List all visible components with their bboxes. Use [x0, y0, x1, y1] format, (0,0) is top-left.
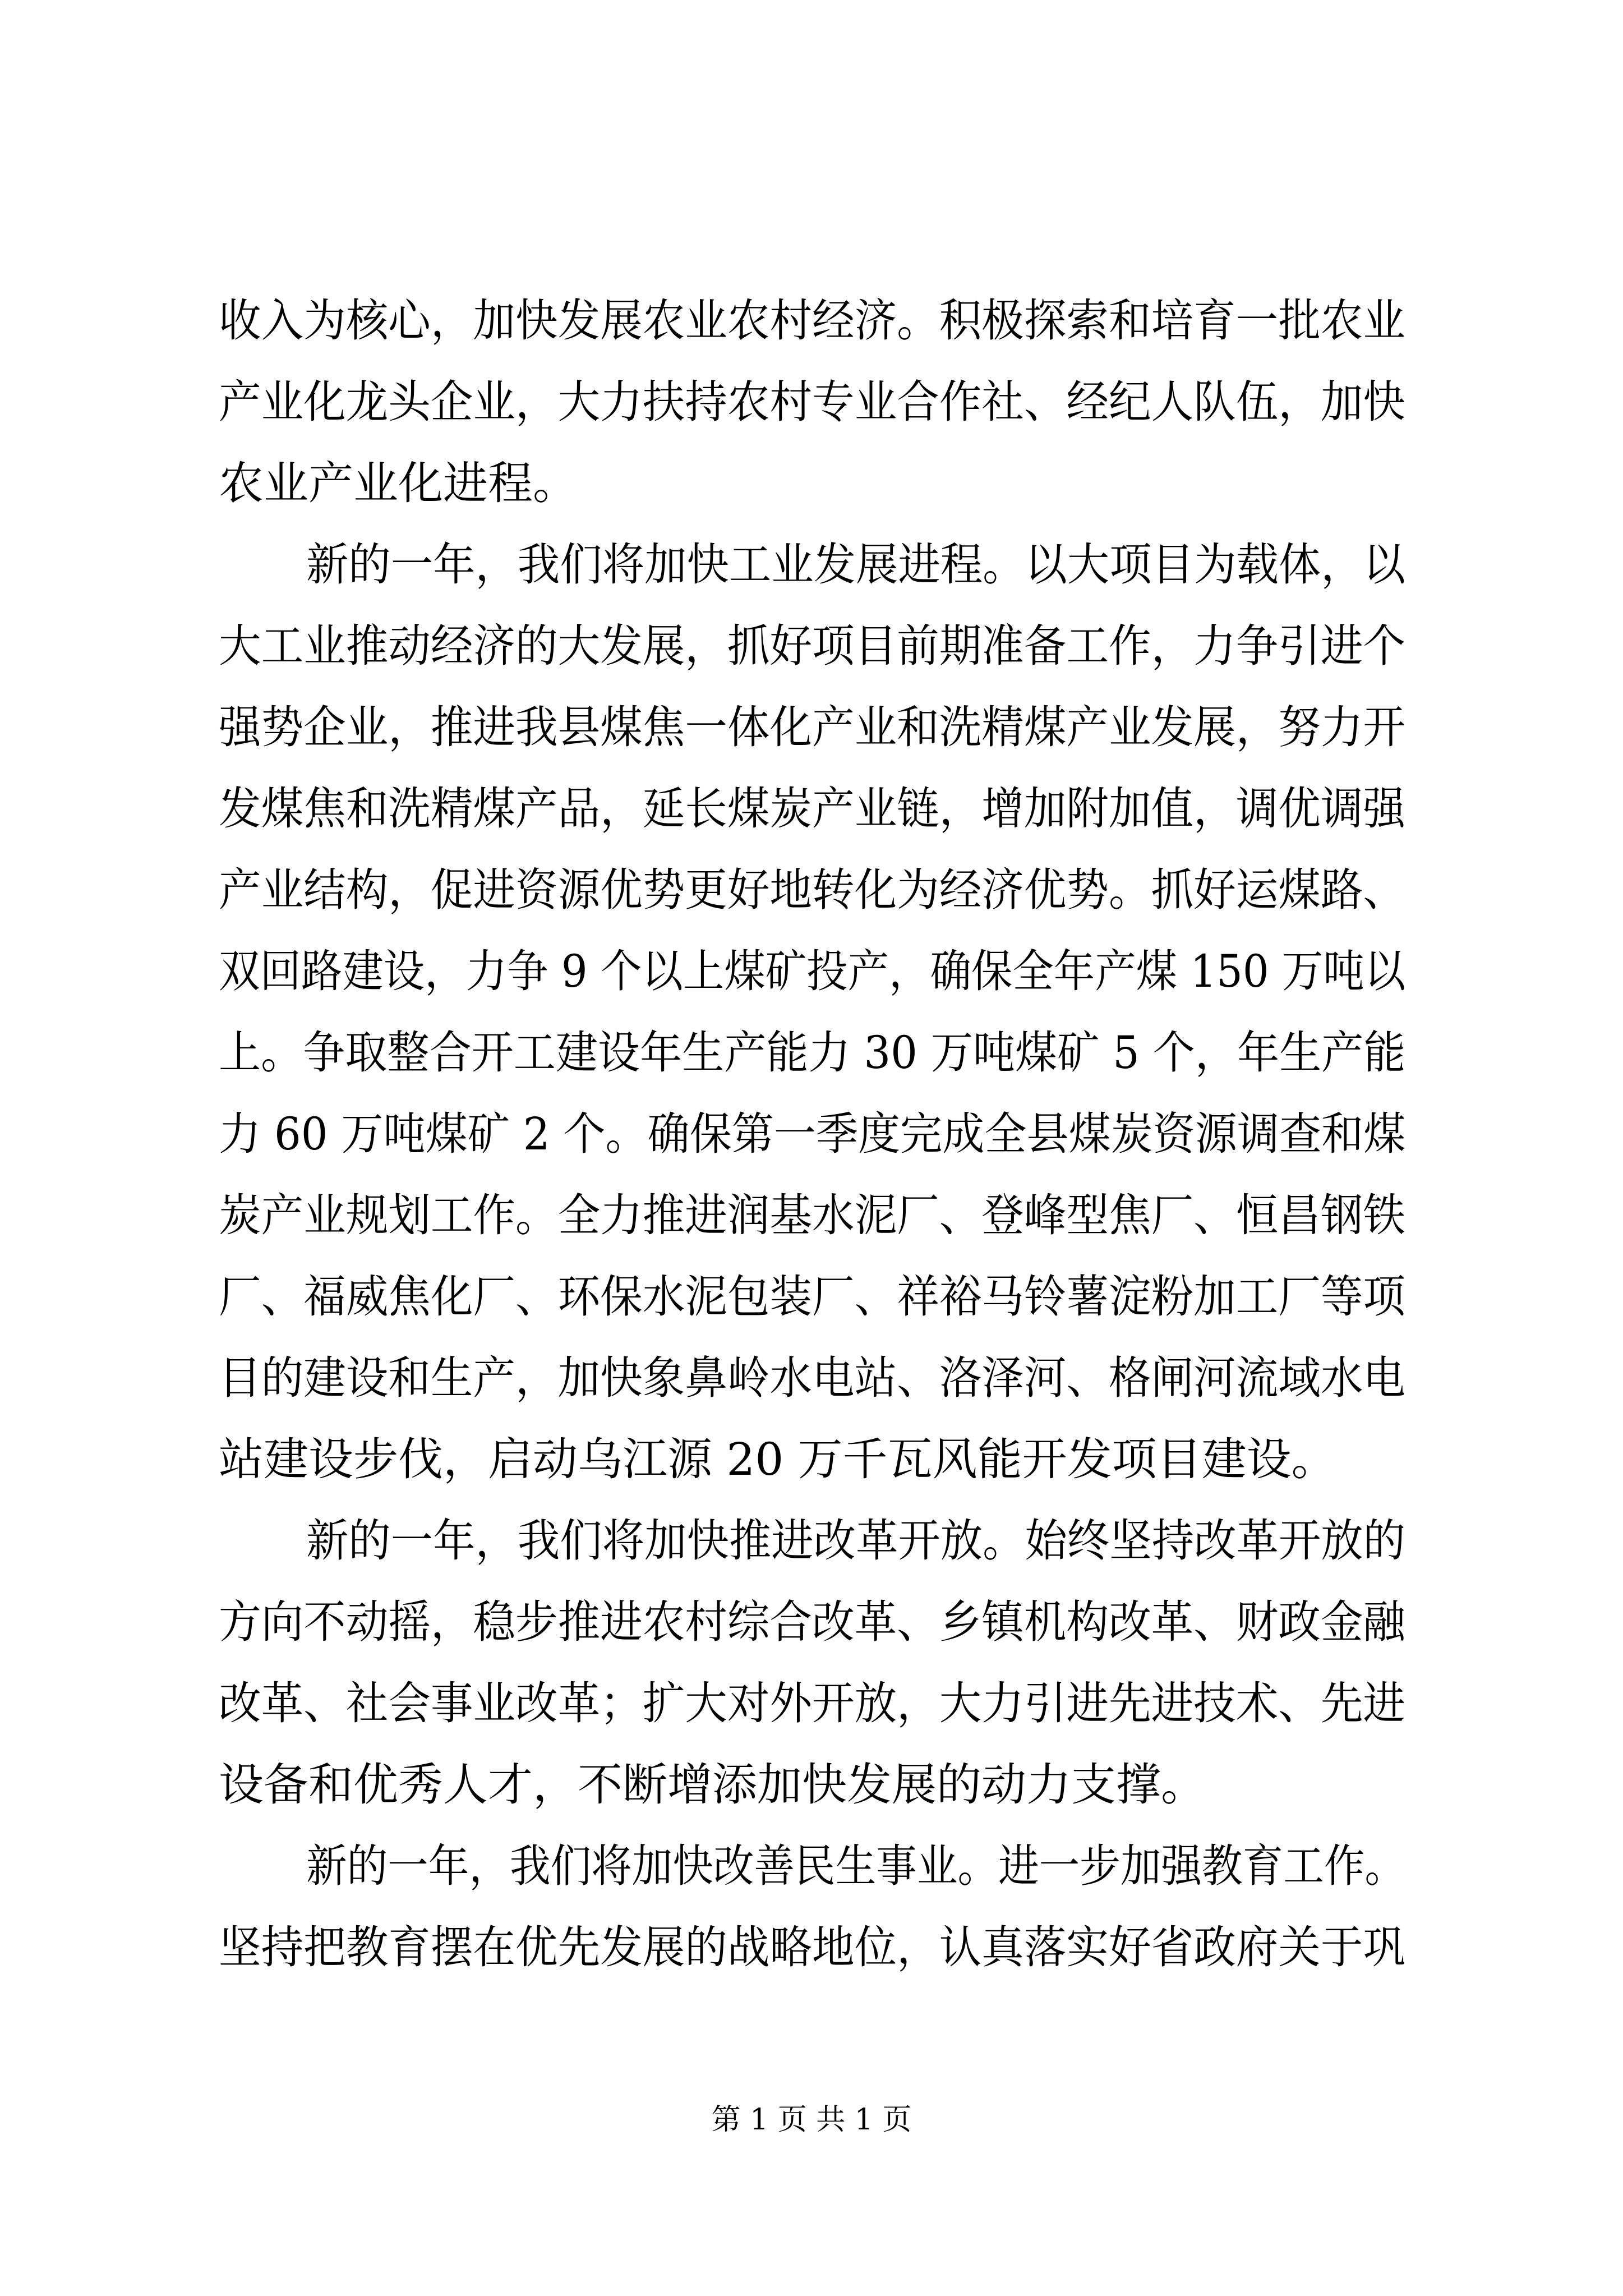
body-text-line: 坚持把教育摆在优先发展的战略地位，认真落实好省政府关于巩 — [219, 1921, 1405, 1973]
body-text-line: 收入为核心，加快发展农业农村经济。积极探索和培育一批农业 — [219, 295, 1405, 347]
body-text-line: 方向不动摇，稳步推进农村综合改革、乡镇机构改革、财政金融 — [219, 1596, 1405, 1648]
body-text-line: 炭产业规划工作。全力推进润基水泥厂、登峰型焦厂、恒昌钢铁 — [219, 1189, 1405, 1241]
paragraph-first-line: 新的一年，我们将加快工业发展进程。以大项目为载体，以 — [306, 539, 1405, 591]
body-text-line: 站建设步伐，启动乌江源 20 万千瓦风能开发项目建设。 — [219, 1433, 1336, 1485]
body-text-line: 产业结构，促进资源优势更好地转化为经济优势。抓好运煤路、 — [219, 864, 1405, 916]
body-text-line: 强势企业，推进我县煤焦一体化产业和洗精煤产业发展，努力开 — [219, 701, 1405, 753]
body-text-line: 厂、福威焦化厂、环保水泥包装厂、祥裕马铃薯淀粉加工厂等项 — [219, 1271, 1405, 1323]
body-text-line: 发煤焦和洗精煤产品，延长煤炭产业链，增加附加值，调优调强 — [219, 783, 1405, 835]
body-text-line: 上。争取整合开工建设年生产能力 30 万吨煤矿 5 个，年生产能 — [219, 1027, 1406, 1079]
body-text-line: 改革、社会事业改革；扩大对外开放，大力引进先进技术、先进 — [219, 1677, 1405, 1729]
paragraph-first-line: 新的一年，我们将加快改善民生事业。进一步加强教育工作。 — [306, 1840, 1405, 1892]
page-footer: 第 1 页 共 1 页 — [711, 2103, 912, 2137]
body-text-line: 大工业推动经济的大发展，抓好项目前期准备工作，力争引进个 — [219, 620, 1405, 672]
body-text-line: 力 60 万吨煤矿 2 个。确保第一季度完成全县煤炭资源调查和煤 — [219, 1108, 1406, 1160]
body-text-line: 目的建设和生产，加快象鼻岭水电站、洛泽河、格闸河流域水电 — [219, 1352, 1405, 1404]
paragraph-first-line: 新的一年，我们将加快推进改革开放。始终坚持改革开放的 — [306, 1515, 1405, 1567]
body-text-line: 产业化龙头企业，大力扶持农村专业合作社、经纪人队伍，加快 — [219, 376, 1405, 428]
body-text-line: 双回路建设，力争 9 个以上煤矿投产，确保全年产煤 150 万吨以 — [219, 945, 1406, 997]
body-text-line: 设备和优秀人才，不断增添加快发展的动力支撑。 — [219, 1759, 1206, 1811]
body-text-line: 农业产业化进程。 — [219, 457, 578, 509]
